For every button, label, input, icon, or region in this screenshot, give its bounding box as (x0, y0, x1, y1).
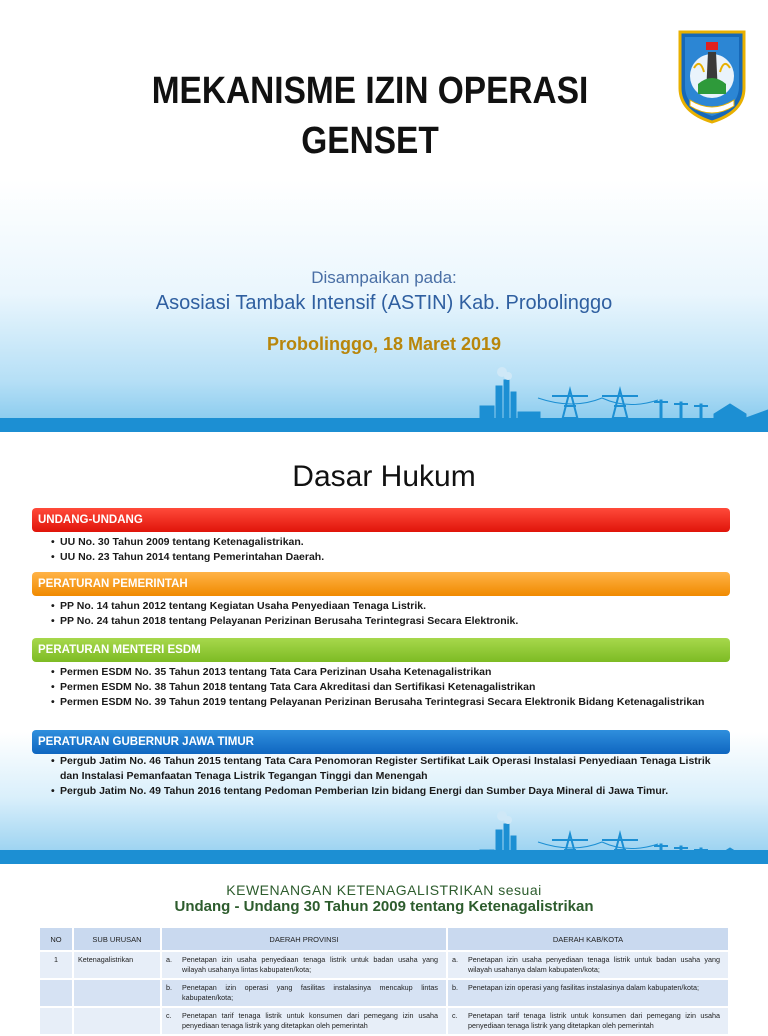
ground-bar (0, 850, 768, 864)
title-line-2: GENSET (301, 120, 439, 162)
slide-subtitle: Undang - Undang 30 Tahun 2009 tentang Ketenagalistrikan (174, 898, 594, 915)
delivered-label: Disampaikan pada: (311, 268, 457, 287)
cell-provinsi (161, 1007, 447, 1035)
cell-sub-urusan (73, 1007, 161, 1035)
table-row (39, 979, 729, 1007)
list-item: • PP No. 14 tahun 2012 tentang Kegiatan Usaha Penyediaan Tenaga Listrik. (52, 599, 730, 614)
cell-kab-kota (447, 1007, 729, 1035)
section-pergub-jatim (32, 730, 730, 799)
item-letter: c. (452, 1011, 458, 1020)
ground-bar (0, 418, 768, 432)
presentation-date: Probolinggo, 18 Maret 2019 (266, 334, 502, 354)
table-row (39, 1007, 729, 1035)
item-letter: a. (452, 955, 458, 964)
cell-provinsi (161, 951, 447, 979)
authority-slide (0, 864, 768, 1030)
section-list (32, 662, 730, 710)
presentation-title (124, 66, 617, 166)
list-item: • Permen ESDM No. 39 Tahun 2019 tentang Pelayanan Perizinan Berusaha Terintegrasi Secara Elektronik Bidang Ketenagalistrikan (52, 695, 730, 710)
section-heading: PERATURAN PEMERINTAH (32, 572, 730, 596)
title-slide (0, 0, 768, 432)
cell-kab-kota (447, 951, 729, 979)
section-heading: PERATURAN MENTERI ESDM (32, 638, 730, 662)
section-undang-undang (32, 508, 730, 565)
section-permen-esdm (32, 638, 730, 710)
cell-provinsi (161, 979, 447, 1007)
item-text: Penetapan izin operasi yang fasilitas instalasinya dalam kabupaten/kota; (468, 983, 699, 992)
list-item: • UU No. 30 Tahun 2009 tentang Ketenagalistrikan. (52, 535, 730, 550)
item-text: Penetapan tarif tenaga listrik untuk konsumen dari pemegang izin usaha penyediaan tenaga listrik yang ditetapkan oleh pemerintah (182, 1011, 438, 1030)
list-item: • UU No. 23 Tahun 2014 tentang Pemerintahan Daerah. (52, 550, 730, 565)
title-line-1: MEKANISME IZIN OPERASI (151, 70, 589, 112)
item-letter: a. (166, 955, 172, 964)
list-item: • Permen ESDM No. 38 Tahun 2018 tentang Tata Cara Akreditasi dan Sertifikasi Ketenagalistrikan (52, 680, 730, 695)
audience-name: Asosiasi Tambak Intensif (ASTIN) Kab. Probolinggo (155, 292, 613, 314)
column-header-sub-urusan: SUB URUSAN (73, 927, 161, 951)
item-letter: b. (166, 983, 172, 992)
cell-sub-urusan (73, 979, 161, 1007)
item-letter: c. (166, 1011, 172, 1020)
list-item: • PP No. 24 tahun 2018 tentang Pelayanan Perizinan Berusaha Terintegrasi Secara Elektronik. (52, 614, 730, 629)
table-row (39, 951, 729, 979)
section-list (32, 532, 730, 565)
cell-sub-urusan: Ketenagalistrikan (73, 951, 161, 979)
section-peraturan-pemerintah (32, 572, 730, 629)
item-letter: b. (452, 983, 458, 992)
title-main: KEWENANGAN KETENAGALISTRIKAN (226, 882, 494, 898)
title-suffix: sesuai (498, 882, 542, 898)
column-header-no: NO (39, 927, 73, 951)
cell-no (39, 979, 73, 1007)
list-item: • Pergub Jatim No. 49 Tahun 2016 tentang Pedoman Pemberian Izin bidang Energi dan Sumber Daya Mineral di Jawa Timur. (52, 784, 730, 799)
column-header-provinsi: DAERAH PROVINSI (161, 927, 447, 951)
section-heading: PERATURAN GUBERNUR JAWA TIMUR (32, 730, 730, 754)
cell-no (39, 1007, 73, 1035)
legal-basis-slide (0, 432, 768, 864)
item-text: Penetapan izin usaha penyediaan tenaga listrik untuk badan usaha yang wilayah usahanya dalam kabupaten/kota; (468, 955, 720, 974)
section-heading: UNDANG-UNDANG (32, 508, 730, 532)
cell-no: 1 (39, 951, 73, 979)
slide-title: Dasar Hukum (292, 460, 476, 493)
item-text: Penetapan tarif tenaga listrik untuk konsumen dari pemegang izin usaha penyediaan tenaga listrik yang ditetapkan oleh pemerintah (468, 1011, 720, 1030)
table-header-row (39, 927, 729, 951)
list-item: • Pergub Jatim No. 46 Tahun 2015 tentang Tata Cara Penomoran Register Sertifikat Laik Operasi Instalasi Penyediaan Tenaga Listrik dan Instalasi Pemanfaatan Tenaga Listrik Tegangan Tinggi dan Menengah (52, 754, 730, 784)
item-text: Penetapan izin operasi yang fasilitas instalasinya mencakup lintas kabupaten/kota; (182, 983, 438, 1002)
column-header-kab-kota: DAERAH KAB/KOTA (447, 927, 729, 951)
east-java-emblem-icon (676, 28, 748, 124)
cell-kab-kota (447, 979, 729, 1007)
slide-title (0, 882, 768, 898)
section-list (32, 596, 730, 629)
section-list (32, 754, 730, 799)
list-item: • Permen ESDM No. 35 Tahun 2013 tentang Tata Cara Perizinan Usaha Ketenagalistrikan (52, 665, 730, 680)
item-text: Penetapan izin usaha penyediaan tenaga listrik untuk badan usaha yang wilayah usahanya lintas kabupaten/kota; (182, 955, 438, 974)
authority-table (38, 926, 730, 1036)
